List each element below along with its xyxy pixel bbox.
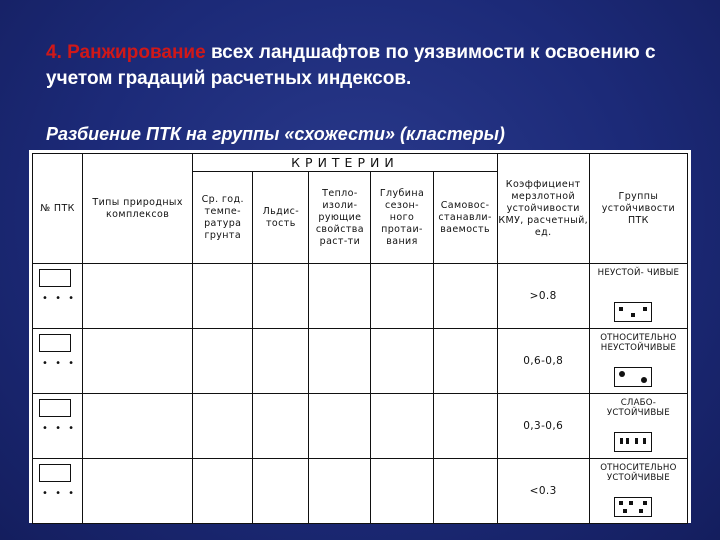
ice-cell	[253, 264, 309, 329]
ptk-cell	[33, 329, 83, 394]
bar-mark-icon	[626, 438, 629, 444]
dot-mark-icon	[623, 509, 627, 513]
coef-value: 0,3-0,6	[497, 394, 589, 459]
coef-value: 0,6-0,8	[497, 329, 589, 394]
ptk-marker: • • •	[42, 423, 77, 434]
group-cell	[589, 264, 687, 329]
group-label: ОТНОСИТЕЛЬНО УСТОЙЧИВЫЕ	[600, 463, 677, 483]
header-coef: Коэффициент мерзлотной устойчивости КМУ, расчетный, ед.	[497, 154, 589, 264]
header-ice: Льдис- тость	[253, 172, 309, 264]
table-sheet	[29, 150, 691, 523]
types-cell	[83, 264, 193, 329]
group-label: НЕУСТОЙ- ЧИВЫЕ	[597, 268, 680, 278]
header-ptk-num: № ПТК	[33, 154, 83, 264]
ice-cell	[253, 459, 309, 524]
thermal-cell	[309, 329, 371, 394]
header-thermal: Тепло- изоли- рующие свойства раст-ти	[309, 172, 371, 264]
selfstab-cell	[433, 264, 497, 329]
header-types: Типы природных комплексов	[83, 154, 193, 264]
criteria-row	[33, 154, 688, 172]
slide-subtitle: Разбиение ПТК на группы «схожести» (кластеры)	[46, 124, 505, 144]
dot-mark-icon	[631, 313, 635, 317]
table-row	[33, 394, 688, 459]
ptk-box-icon	[39, 269, 71, 287]
selfstab-cell	[433, 329, 497, 394]
dot-mark-icon	[629, 501, 633, 505]
ptk-cell	[33, 394, 83, 459]
header-temperature: Ср. год. темпе- ратура грунта	[193, 172, 253, 264]
depth-cell	[371, 264, 433, 329]
group-cell	[589, 329, 687, 394]
ptk-marker: • • •	[42, 293, 77, 304]
dot-mark-icon	[619, 501, 623, 505]
types-cell	[83, 394, 193, 459]
temperature-cell	[193, 329, 253, 394]
table-row	[33, 459, 688, 524]
group-label: ОТНОСИТЕЛЬНО НЕУСТОЙЧИВЫЕ	[600, 333, 677, 353]
ice-cell	[253, 329, 309, 394]
title-highlight: 4. Ранжирование	[46, 42, 206, 63]
types-cell	[83, 459, 193, 524]
ptk-box-icon	[39, 399, 71, 417]
ice-cell	[253, 394, 309, 459]
bar-mark-icon	[643, 438, 646, 444]
ptk-box-icon	[39, 464, 71, 482]
dot-mark-icon	[619, 307, 623, 311]
group-cell	[589, 459, 687, 524]
group-symbol-icon	[614, 367, 652, 387]
types-cell	[83, 329, 193, 394]
ptk-cell	[33, 264, 83, 329]
slide-title	[46, 40, 696, 92]
ptk-marker: • • •	[42, 488, 77, 499]
dot-mark-icon	[639, 509, 643, 513]
header-depth: Глубина сезон- ного протаи- вания	[371, 172, 433, 264]
depth-cell	[371, 459, 433, 524]
title-rest: всех ландшафтов по уязвимости к освоению с учетом градаций расчетных индексов.	[46, 42, 656, 89]
ptk-marker: • • •	[42, 358, 77, 369]
dot-mark-icon	[643, 307, 647, 311]
ptk-box-icon	[39, 334, 71, 352]
depth-cell	[371, 394, 433, 459]
temperature-cell	[193, 394, 253, 459]
group-symbol-icon	[614, 497, 652, 517]
table-row	[33, 264, 688, 329]
coef-value: <0.3	[497, 459, 589, 524]
group-symbol-icon	[614, 302, 652, 322]
temperature-cell	[193, 459, 253, 524]
ptk-cell	[33, 459, 83, 524]
temperature-cell	[193, 264, 253, 329]
cluster-table	[32, 153, 688, 524]
bar-mark-icon	[635, 438, 638, 444]
table-row	[33, 329, 688, 394]
bar-mark-icon	[620, 438, 623, 444]
depth-cell	[371, 329, 433, 394]
header-groups: Группы устойчивости ПТК	[589, 154, 687, 264]
group-cell	[589, 394, 687, 459]
criteria-label: КРИТЕРИИ	[193, 154, 497, 172]
selfstab-cell	[433, 459, 497, 524]
thermal-cell	[309, 394, 371, 459]
circle-mark-icon	[619, 371, 625, 377]
thermal-cell	[309, 264, 371, 329]
circle-mark-icon	[641, 377, 647, 383]
coef-value: >0.8	[497, 264, 589, 329]
thermal-cell	[309, 459, 371, 524]
dot-mark-icon	[643, 501, 647, 505]
header-selfstab: Самовос- станавли- ваемость	[433, 172, 497, 264]
group-label: СЛАБО- УСТОЙЧИВЫЕ	[606, 398, 670, 418]
group-symbol-icon	[614, 432, 652, 452]
selfstab-cell	[433, 394, 497, 459]
